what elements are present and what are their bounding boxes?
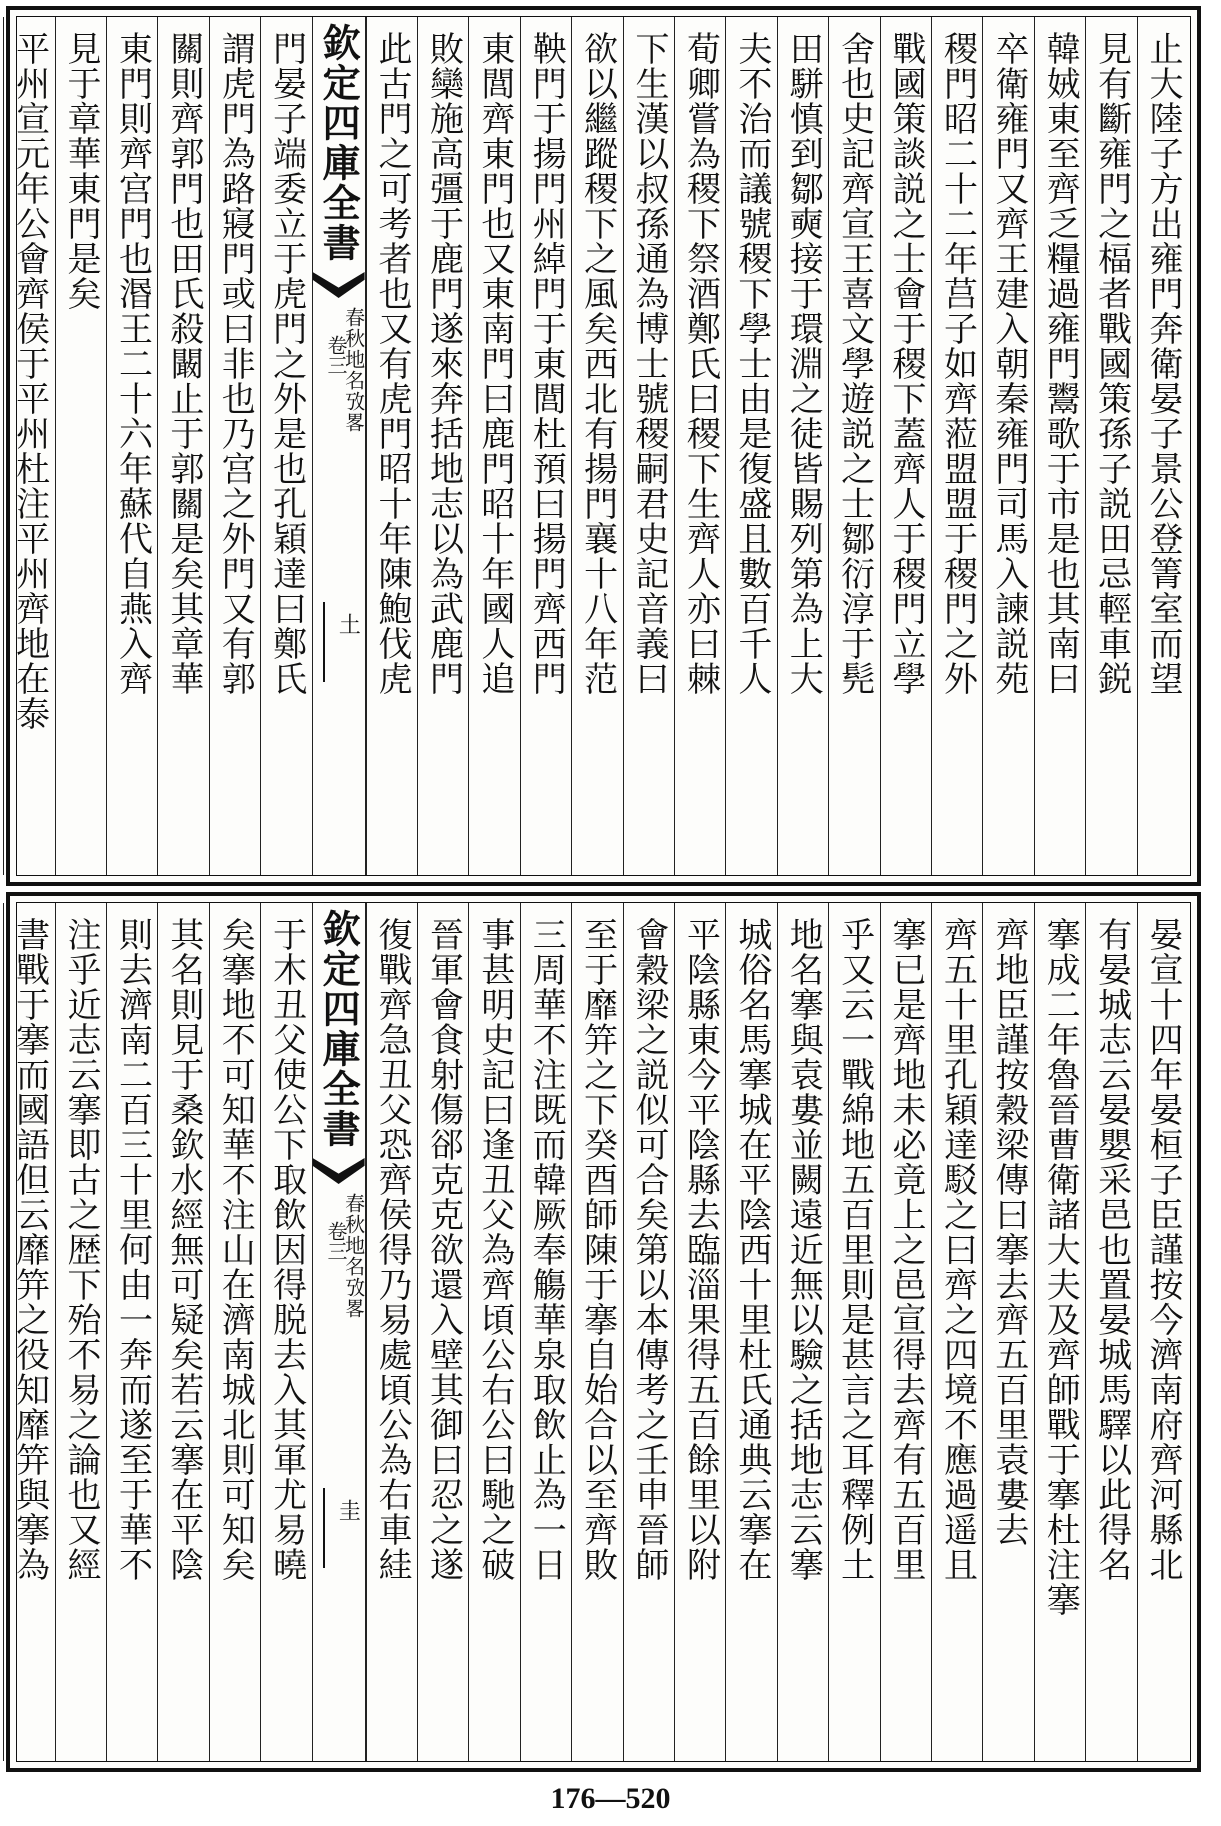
text-column	[468, 17, 519, 875]
volume-label: 卷三	[323, 335, 348, 375]
text-column	[571, 903, 622, 1761]
column-text: 稷門昭二十二年莒子如齊蒞盟盟于稷門之外	[937, 31, 978, 696]
column-text: 則去濟南二百三十里何由一奔而遂至于華不	[112, 917, 153, 1582]
text-column	[931, 903, 982, 1761]
text-column	[880, 903, 931, 1761]
text-column	[468, 903, 519, 1761]
column-text: 至于靡笄之下癸酉師陳于搴自始合以至齊敗	[577, 917, 618, 1582]
top-page-center-margin	[312, 17, 366, 875]
column-text: 田駢慎到鄒奭接于環淵之徒皆賜列第為上大	[783, 31, 824, 696]
text-column	[571, 17, 622, 875]
text-column	[880, 17, 931, 875]
text-column	[366, 17, 417, 875]
column-text: 事甚明史記曰逢丑父為齊頃公右公曰馳之破	[474, 917, 515, 1582]
text-column	[1034, 17, 1085, 875]
fish-tail-mark	[313, 272, 365, 298]
column-text: 于木丑父使公下取飲因得脱去入其軍尤易曉	[266, 917, 307, 1582]
top-page-columns	[9, 17, 1190, 875]
text-column	[520, 17, 571, 875]
text-column	[157, 903, 208, 1761]
column-text: 荀卿嘗為稷下祭酒鄭氏曰稷下生齊人亦曰棘	[680, 31, 721, 696]
column-text: 關則齊郭門也田氏殺闞止于郭關是矣其章華	[163, 31, 204, 696]
volume-label: 卷三	[323, 1221, 348, 1261]
text-column	[725, 17, 776, 875]
column-text: 復戰齊急丑父恐齊侯得乃易處頃公為右車絓	[372, 917, 413, 1582]
text-column	[0, 903, 3, 1761]
bottom-page-columns	[9, 903, 1190, 1761]
top-page-frame	[9, 16, 1191, 876]
text-column	[1034, 903, 1085, 1761]
column-text: 晏宣十四年晏桓子臣謹按今濟南府齊河縣北	[1143, 917, 1184, 1582]
column-text: 見于章華東門是矣	[61, 31, 102, 311]
text-column	[674, 17, 725, 875]
column-text: 矣搴地不可知華不注山在濟南城北則可知矣	[215, 917, 256, 1582]
column-text: 夫不治而議號稷下學士由是復盛且數百千人	[731, 31, 772, 696]
bottom-page	[6, 892, 1201, 1772]
text-column	[417, 17, 468, 875]
text-column	[1085, 903, 1136, 1761]
text-column	[106, 17, 157, 875]
column-text: 齊地臣謹按穀梁傳曰搴去齊五百里袁婁去	[988, 917, 1029, 1547]
column-text: 平州宣元年公會齊侯于平州杜注平州齊地在泰	[9, 31, 50, 731]
column-text: 舍也史記齊宣王喜文學遊説之士鄒衍淳于髡	[834, 31, 875, 696]
bottom-page-center-margin	[312, 903, 366, 1761]
text-column	[828, 903, 879, 1761]
text-column	[623, 17, 674, 875]
column-text: 東門則齊宫門也湣王二十六年蘇代自燕入齊	[112, 31, 153, 696]
column-text: 搴已是齊地未必竟上之邑宣得去齊有五百里	[886, 917, 927, 1582]
text-column	[982, 903, 1033, 1761]
text-column	[777, 903, 828, 1761]
column-text: 齊五十里孔穎達駁之曰齊之四境不應過遥且	[937, 917, 978, 1582]
text-column	[260, 903, 311, 1761]
column-text: 地名搴與袁婁並闕遠近無以驗之括地志云搴	[783, 917, 824, 1582]
column-text: 城俗名馬搴城在平陰西十里杜氏通典云搴在	[731, 917, 772, 1582]
column-text: 卒衛雍門又齊王建入朝秦雍門司馬入諫説苑	[988, 31, 1029, 696]
series-title: 欽定四庫全書	[316, 23, 362, 263]
column-text: 三周華不注既而韓厥奉觴華泉取飲止為一日	[526, 917, 567, 1582]
column-text: 此古門之可考者也又有虎門昭十年陳鮑伐虎	[372, 31, 413, 696]
text-column	[417, 903, 468, 1761]
text-column	[157, 17, 208, 875]
column-text: 戰國策談説之士會于稷下蓋齊人于稷門立學	[886, 31, 927, 696]
column-text: 晉軍會食射傷郤克克欲還入壁其御曰忍之遂	[423, 917, 464, 1582]
text-column	[1137, 903, 1188, 1761]
text-column	[1085, 17, 1136, 875]
text-column	[725, 903, 776, 1761]
book-title: 春秋地名攷畧	[341, 1193, 366, 1319]
series-title: 欽定四庫全書	[316, 909, 362, 1149]
text-column	[931, 17, 982, 875]
margin-rule	[323, 1488, 325, 1568]
text-column	[3, 17, 54, 875]
column-text: 其名則見于桑欽水經無可疑矣若云搴在平陰	[163, 917, 204, 1582]
column-text: 下生漢以叔孫通為博士號稷嗣君史記音義曰	[629, 31, 670, 696]
column-text: 鞅門于揚門州綽門于東閭杜預曰揚門齊西門	[526, 31, 567, 696]
column-text: 有晏城志云晏嬰采邑也置晏城馬驛以此得名	[1091, 917, 1132, 1582]
top-page	[6, 6, 1201, 886]
column-text: 謂虎門為路寢門或曰非也乃宫之外門又有郭	[215, 31, 256, 696]
folio-number: 土	[335, 613, 361, 635]
text-column	[209, 903, 260, 1761]
bottom-page-frame	[9, 902, 1191, 1762]
text-column	[982, 17, 1033, 875]
text-column	[0, 17, 3, 875]
column-text: 平陰縣東今平陰縣去臨淄果得五百餘里以附	[680, 917, 721, 1582]
column-text: 敗欒施高彊于鹿門遂來奔括地志以為武鹿門	[423, 31, 464, 696]
folio-number: 圭	[335, 1499, 361, 1521]
text-column	[55, 17, 106, 875]
text-column	[520, 903, 571, 1761]
text-column	[623, 903, 674, 1761]
column-text: 欲以繼蹤稷下之風矣西北有揚門襄十八年范	[577, 31, 618, 696]
column-text: 見有斷雍門之楅者戰國策孫子説田忌輕車鋭	[1091, 31, 1132, 696]
column-text: 門晏子端委立于虎門之外是也孔穎達曰鄭氏	[266, 31, 307, 696]
fish-tail-mark	[313, 1158, 365, 1184]
book-title: 春秋地名攷畧	[341, 307, 366, 433]
text-column	[106, 903, 157, 1761]
column-text: 會穀梁之説似可合矣第以本傳考之壬申晉師	[629, 917, 670, 1582]
page-number: 176—520	[550, 1782, 671, 1815]
text-column	[828, 17, 879, 875]
text-column	[366, 903, 417, 1761]
column-text: 乎又云一戰綿地五百里則是甚言之耳釋例土	[834, 917, 875, 1582]
text-column	[260, 17, 311, 875]
text-column	[777, 17, 828, 875]
column-text: 韓娀東至齊乏糧過雍門鬻歌于市是也其南曰	[1040, 31, 1081, 696]
column-text: 東閭齊東門也又東南門曰鹿門昭十年國人追	[474, 31, 515, 696]
margin-rule	[323, 602, 325, 682]
column-text: 止大陸子方出雍門奔衛晏子景公登箐室而望	[1143, 31, 1184, 696]
column-text: 書戰于搴而國語但云靡笄之役知靡笄與搴為	[9, 917, 50, 1582]
text-column	[3, 903, 54, 1761]
column-text: 搴成二年魯晉曹衛諸大夫及齊師戰于搴杜注搴	[1040, 917, 1081, 1617]
text-column	[1137, 17, 1188, 875]
column-text: 注乎近志云搴即古之歴下殆不易之論也又經	[61, 917, 102, 1582]
text-column	[55, 903, 106, 1761]
text-column	[674, 903, 725, 1761]
text-column	[209, 17, 260, 875]
